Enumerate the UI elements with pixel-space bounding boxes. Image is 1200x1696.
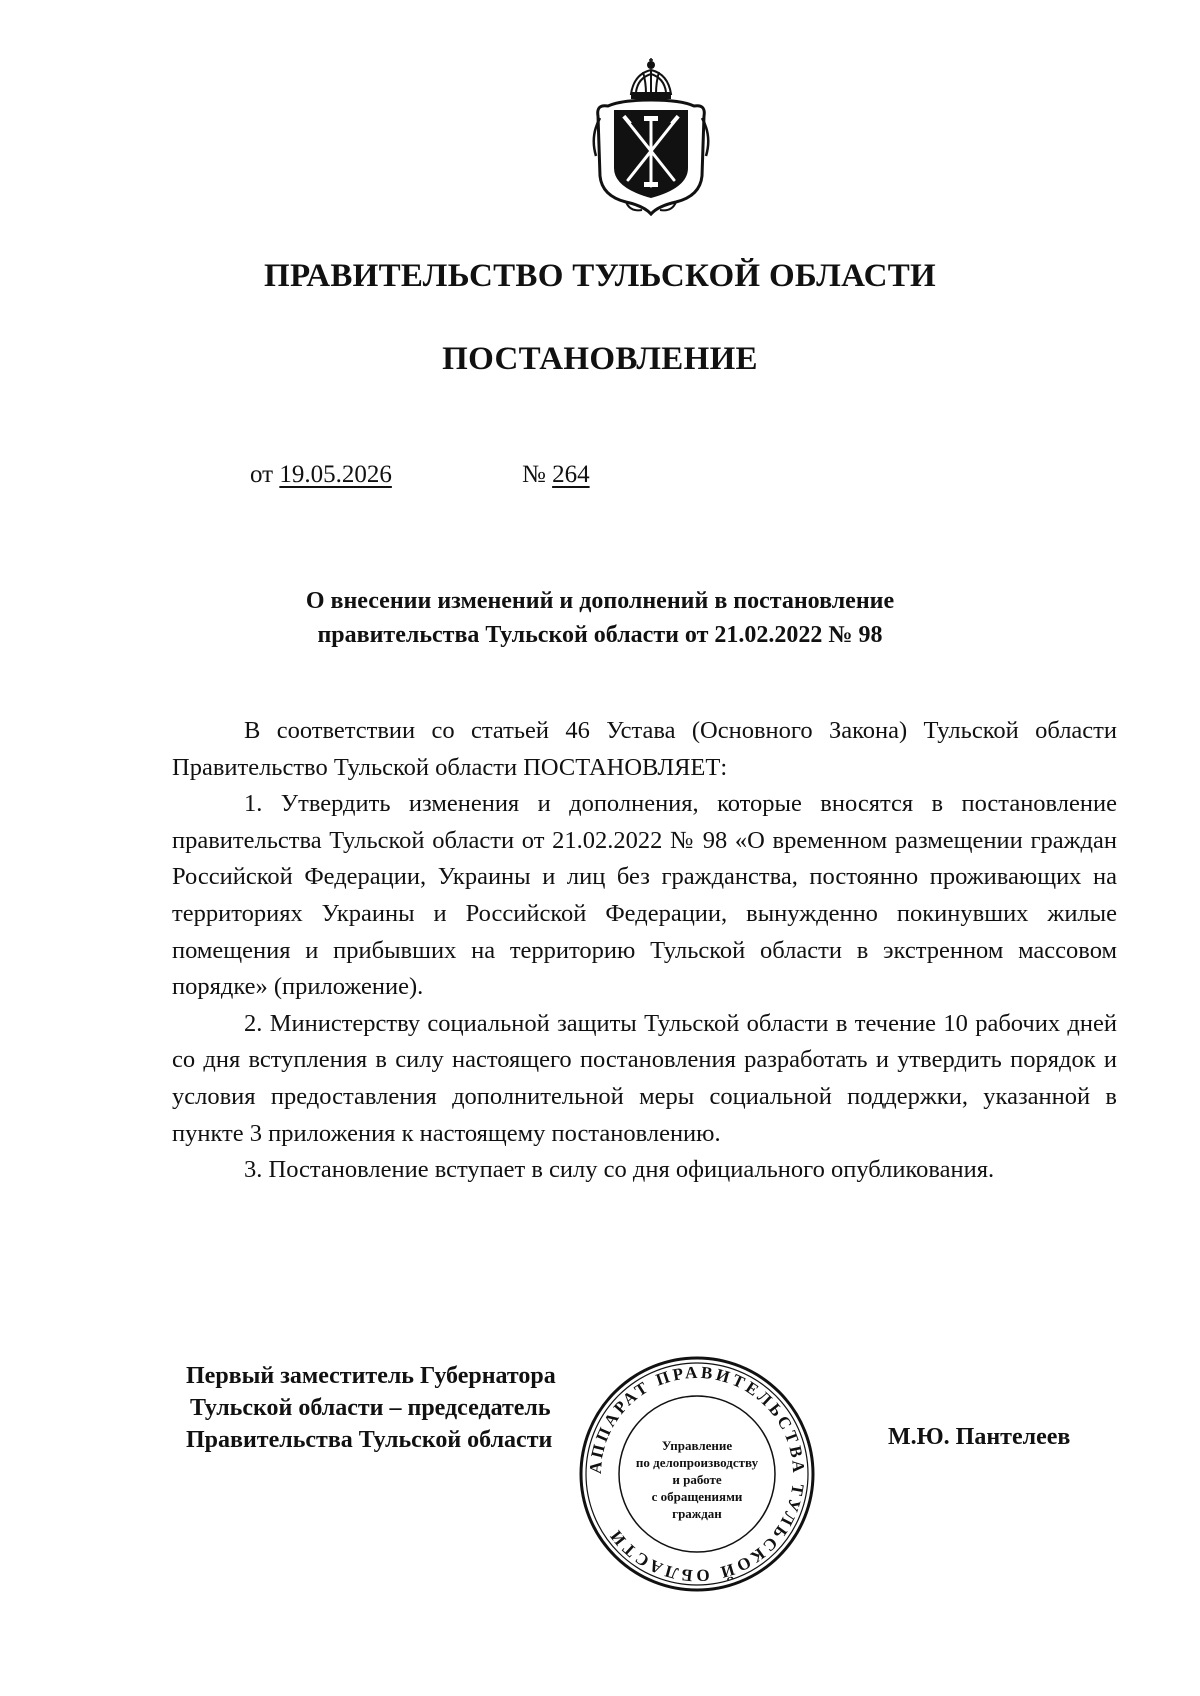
position-line-3: Правительства Тульской области [186, 1427, 553, 1453]
date-prefix: от [250, 461, 274, 488]
stamp-line-2: по делопроизводству [635, 1455, 759, 1470]
subject-line-1: О внесении изменений и дополнений в постановление [305, 588, 895, 614]
position-line-2: Тульской области – председатель [190, 1395, 551, 1421]
paragraph-item-2: 2. Министерству социальной защиты Тульской области в течение 10 рабочих дней со дня вступления в силу настоящего постановления разработать и утвердить порядок и условия предоставления дополнительной меры социальной поддержки, указанной в пункте 3 приложения к настоящему постановлению. [172, 1009, 1117, 1147]
signatory-name: М.Ю. Пантелеев [888, 1424, 1071, 1450]
document-number [522, 461, 590, 489]
paragraph-item-3: 3. Постановление вступает в силу со дня официального опубликования. [244, 1156, 995, 1184]
government-title: ПРАВИТЕЛЬСТВО ТУЛЬСКОЙ ОБЛАСТИ [264, 258, 936, 294]
stamp-line-1: Управление [661, 1438, 733, 1453]
signatory-position [186, 1360, 556, 1456]
tula-coat-of-arms-icon [586, 56, 716, 216]
subject-line-2: правительства Тульской области от 21.02.2022 № 98 [317, 622, 883, 648]
paragraph-item-1: 1. Утвердить изменения и дополнения, которые вносятся в постановление правительства Тульской области от 21.02.2022 № 98 «О временном размещении граждан Российской Федерации, Украины и лиц без гражданства, постоянно проживающих на территориях Украины и Российской Федерации, вынужденно покинувших жилые помещения и прибывших на территорию Тульской области в экстренном массовом порядке» (приложение). [172, 790, 1117, 1001]
paragraph-preamble: В соответствии со статьей 46 Устава (Основного Закона) Тульской области Правительство Тульской области ПОСТАНОВЛЯЕТ: [172, 717, 1117, 781]
document-subject [200, 584, 1000, 652]
official-stamp [577, 1354, 817, 1594]
number-value: 264 [552, 461, 590, 488]
position-line-1: Первый заместитель Губернатора [186, 1363, 556, 1389]
stamp-line-3: и работе [672, 1472, 722, 1487]
stamp-line-4: с обращениями [651, 1489, 743, 1504]
stamp-outer-text: АППАРАТ ПРАВИТЕЛЬСТВА ТУЛЬСКОЙ ОБЛАСТИ [585, 1362, 809, 1586]
document-type: ПОСТАНОВЛЕНИЕ [442, 341, 758, 377]
document-body [172, 713, 1117, 1189]
document-date [250, 461, 392, 489]
date-value: 19.05.2026 [279, 461, 392, 488]
stamp-line-5: граждан [672, 1506, 722, 1521]
number-prefix: № [522, 461, 546, 488]
